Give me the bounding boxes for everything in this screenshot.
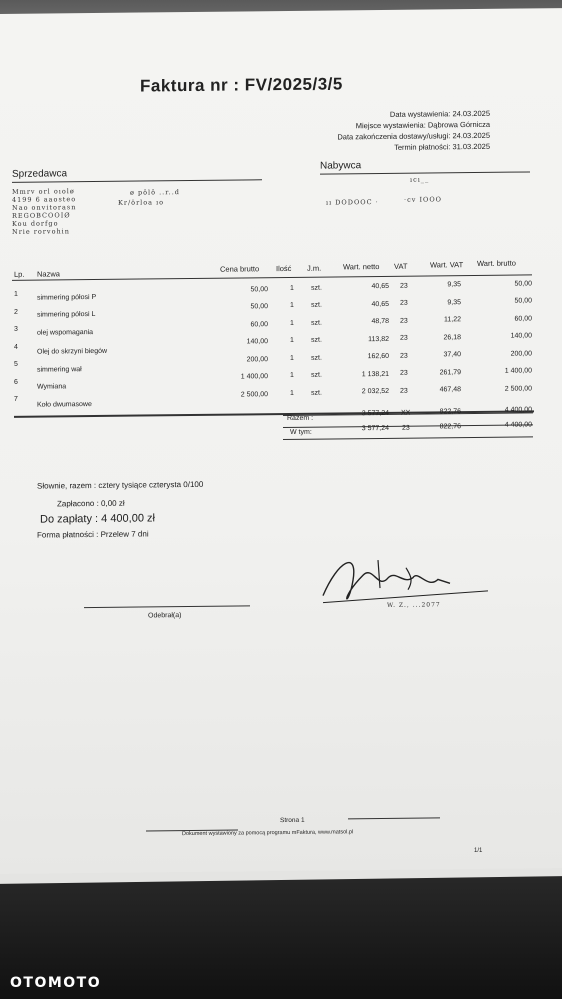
invoice-page bbox=[0, 8, 562, 874]
cell-cena: 50,00 bbox=[250, 303, 268, 311]
buyer-line: ıcı__ bbox=[410, 175, 430, 184]
cell-vat: 23 bbox=[400, 352, 408, 360]
cell-lp: 1 bbox=[14, 291, 18, 299]
cell-ilosc: 1 bbox=[290, 337, 294, 345]
received-by-label: Odebrał(a) bbox=[148, 612, 182, 620]
cell-jm: szt. bbox=[311, 371, 322, 379]
totals-label: W tym: bbox=[290, 428, 312, 436]
cell-nazwa: simmering wał bbox=[37, 366, 82, 374]
footer-note: Dokument wystawiony za pomocą programu mFaktura, www.matsol.pl bbox=[182, 829, 354, 838]
paid-amount: Zapłacono : 0,00 zł bbox=[57, 498, 125, 509]
cell-jm: szt. bbox=[311, 389, 322, 397]
cell-wvat: 26,18 bbox=[443, 333, 461, 342]
cell-cena: 60,00 bbox=[250, 320, 268, 329]
cell-cena: 140,00 bbox=[246, 338, 268, 346]
cell-nazwa: Koło dwumasowe bbox=[37, 400, 92, 409]
cell-lp: 7 bbox=[14, 396, 18, 404]
cell-lp: 5 bbox=[14, 361, 18, 369]
page-number: Strona 1 bbox=[280, 816, 305, 825]
cell-ilosc: 1 bbox=[290, 389, 294, 397]
cell-netto: 40,65 bbox=[371, 300, 389, 308]
header-cena: Cena brutto bbox=[220, 264, 260, 274]
cell-lp: 4 bbox=[14, 343, 18, 351]
totals-netto: 3 577,24 bbox=[361, 409, 389, 418]
cell-jm: szt. bbox=[311, 319, 322, 327]
cell-wvat: 11,22 bbox=[444, 316, 461, 324]
totals-wvat: 822,76 bbox=[439, 423, 461, 431]
cell-wvat: 261,79 bbox=[439, 368, 461, 377]
cell-cena: 50,00 bbox=[250, 285, 268, 294]
seller-address: Kr/örloa ıo bbox=[118, 198, 165, 207]
buyer-line: ıı DODOOC · bbox=[326, 198, 379, 207]
seller-line: Nao onvitorasn bbox=[12, 203, 77, 212]
cell-jm: szt. bbox=[311, 354, 322, 362]
cell-vat: 23 bbox=[400, 387, 408, 395]
cell-netto: 2 032,52 bbox=[361, 388, 389, 396]
cell-ilosc: 1 bbox=[290, 354, 294, 362]
otomoto-watermark: OTOMOTO bbox=[10, 975, 102, 991]
cell-brutto: 60,00 bbox=[514, 314, 532, 323]
page-count: 1/1 bbox=[474, 848, 483, 854]
cell-netto: 40,65 bbox=[371, 283, 389, 291]
cell-netto: 162,60 bbox=[367, 353, 389, 361]
cell-vat: 23 bbox=[400, 317, 408, 325]
totals-wvat: 822,76 bbox=[439, 408, 461, 416]
amount-in-words: Słownie, razem : cztery tysiące czterysta 0/100 bbox=[37, 479, 204, 491]
cell-brutto: 200,00 bbox=[510, 349, 532, 358]
cell-netto: 48,78 bbox=[371, 318, 389, 326]
cell-lp: 2 bbox=[14, 308, 18, 316]
header-ilosc: Ilość bbox=[276, 263, 292, 274]
cell-cena: 200,00 bbox=[246, 355, 268, 364]
meta-line: Data wystawienia: 24.03.2025 bbox=[389, 108, 490, 119]
payment-method: Forma płatności : Przelew 7 dni bbox=[37, 529, 149, 540]
cell-jm: szt. bbox=[311, 336, 322, 344]
header-nazwa: Nazwa bbox=[37, 269, 60, 279]
totals-netto: 3 577,24 bbox=[361, 424, 389, 433]
cell-brutto: 140,00 bbox=[510, 332, 532, 340]
totals-vat: 23 bbox=[402, 424, 410, 432]
cell-cena: 2 500,00 bbox=[240, 390, 268, 399]
header-brutto: Wart. brutto bbox=[477, 258, 516, 269]
cell-nazwa: simmering półosi L bbox=[37, 311, 96, 320]
cell-ilosc: 1 bbox=[290, 372, 294, 380]
signature bbox=[318, 539, 498, 631]
meta-line: Miejsce wystawienia: Dąbrowa Górnicza bbox=[355, 119, 490, 131]
seller-line: Kou dorfgo bbox=[12, 219, 59, 228]
meta-line: Termin płatności: 31.03.2025 bbox=[394, 141, 490, 152]
cell-ilosc: 1 bbox=[290, 284, 294, 292]
seller-line: Nrie rorvohin bbox=[12, 227, 70, 236]
cell-vat: 23 bbox=[400, 282, 408, 290]
cell-netto: 1 138,21 bbox=[361, 370, 389, 378]
cell-nazwa: simmering półosi P bbox=[37, 293, 97, 302]
cell-nazwa: olej wspomagania bbox=[37, 328, 94, 337]
cell-jm: szt. bbox=[311, 301, 322, 309]
cell-nazwa: Wymiana bbox=[37, 383, 67, 392]
header-vat: VAT bbox=[394, 261, 408, 271]
totals-brutto: 4 400,00 bbox=[504, 421, 532, 429]
header-jm: J.m. bbox=[307, 263, 322, 273]
cell-wvat: 9,35 bbox=[447, 281, 461, 289]
cell-vat: 23 bbox=[400, 334, 408, 342]
seller-line: 4199 6 aaosteo bbox=[12, 195, 77, 204]
header-netto: Wart. netto bbox=[343, 262, 380, 272]
signature-note: W. Z., ...2077 bbox=[387, 601, 441, 609]
cell-brutto: 50,00 bbox=[514, 279, 532, 288]
amount-due: Do zapłaty : 4 400,00 zł bbox=[40, 512, 155, 526]
seller-address: ø pôlô ..r..d bbox=[130, 188, 180, 197]
cell-vat: 23 bbox=[400, 299, 408, 307]
cell-cena: 1 400,00 bbox=[240, 373, 268, 381]
cell-netto: 113,82 bbox=[368, 335, 389, 343]
cell-brutto: 50,00 bbox=[514, 297, 532, 305]
cell-wvat: 9,35 bbox=[447, 298, 461, 307]
cell-ilosc: 1 bbox=[290, 319, 294, 327]
cell-jm: szt. bbox=[311, 284, 322, 292]
header-lp: Lp. bbox=[14, 269, 25, 279]
cell-lp: 3 bbox=[14, 326, 18, 334]
cell-brutto: 1 400,00 bbox=[504, 367, 532, 375]
seller-line: Mmrv orl oıolø bbox=[12, 187, 75, 196]
totals-label: Razem : bbox=[287, 414, 314, 422]
cell-wvat: 37,40 bbox=[443, 351, 461, 359]
buyer-label: Nabywca bbox=[320, 160, 362, 172]
cell-brutto: 2 500,00 bbox=[504, 384, 532, 393]
cell-wvat: 467,48 bbox=[439, 386, 461, 394]
meta-line: Data zakończenia dostawy/usługi: 24.03.2025 bbox=[337, 130, 490, 142]
cell-vat: 23 bbox=[400, 369, 408, 377]
seller-label: Sprzedawca bbox=[12, 168, 68, 180]
invoice-title: Faktura nr : FV/2025/3/5 bbox=[140, 74, 343, 96]
cell-nazwa: Olej do skrzyni biegów bbox=[37, 348, 108, 357]
buyer-line: ·cv IOOO bbox=[404, 195, 442, 204]
header-wvat: Wart. VAT bbox=[430, 260, 464, 270]
cell-ilosc: 1 bbox=[290, 302, 294, 310]
totals-vat: XX bbox=[401, 409, 411, 417]
cell-lp: 6 bbox=[14, 378, 18, 386]
seller-line: REGOBCOOIØ bbox=[12, 211, 71, 220]
totals-brutto: 4 400,00 bbox=[504, 406, 532, 414]
